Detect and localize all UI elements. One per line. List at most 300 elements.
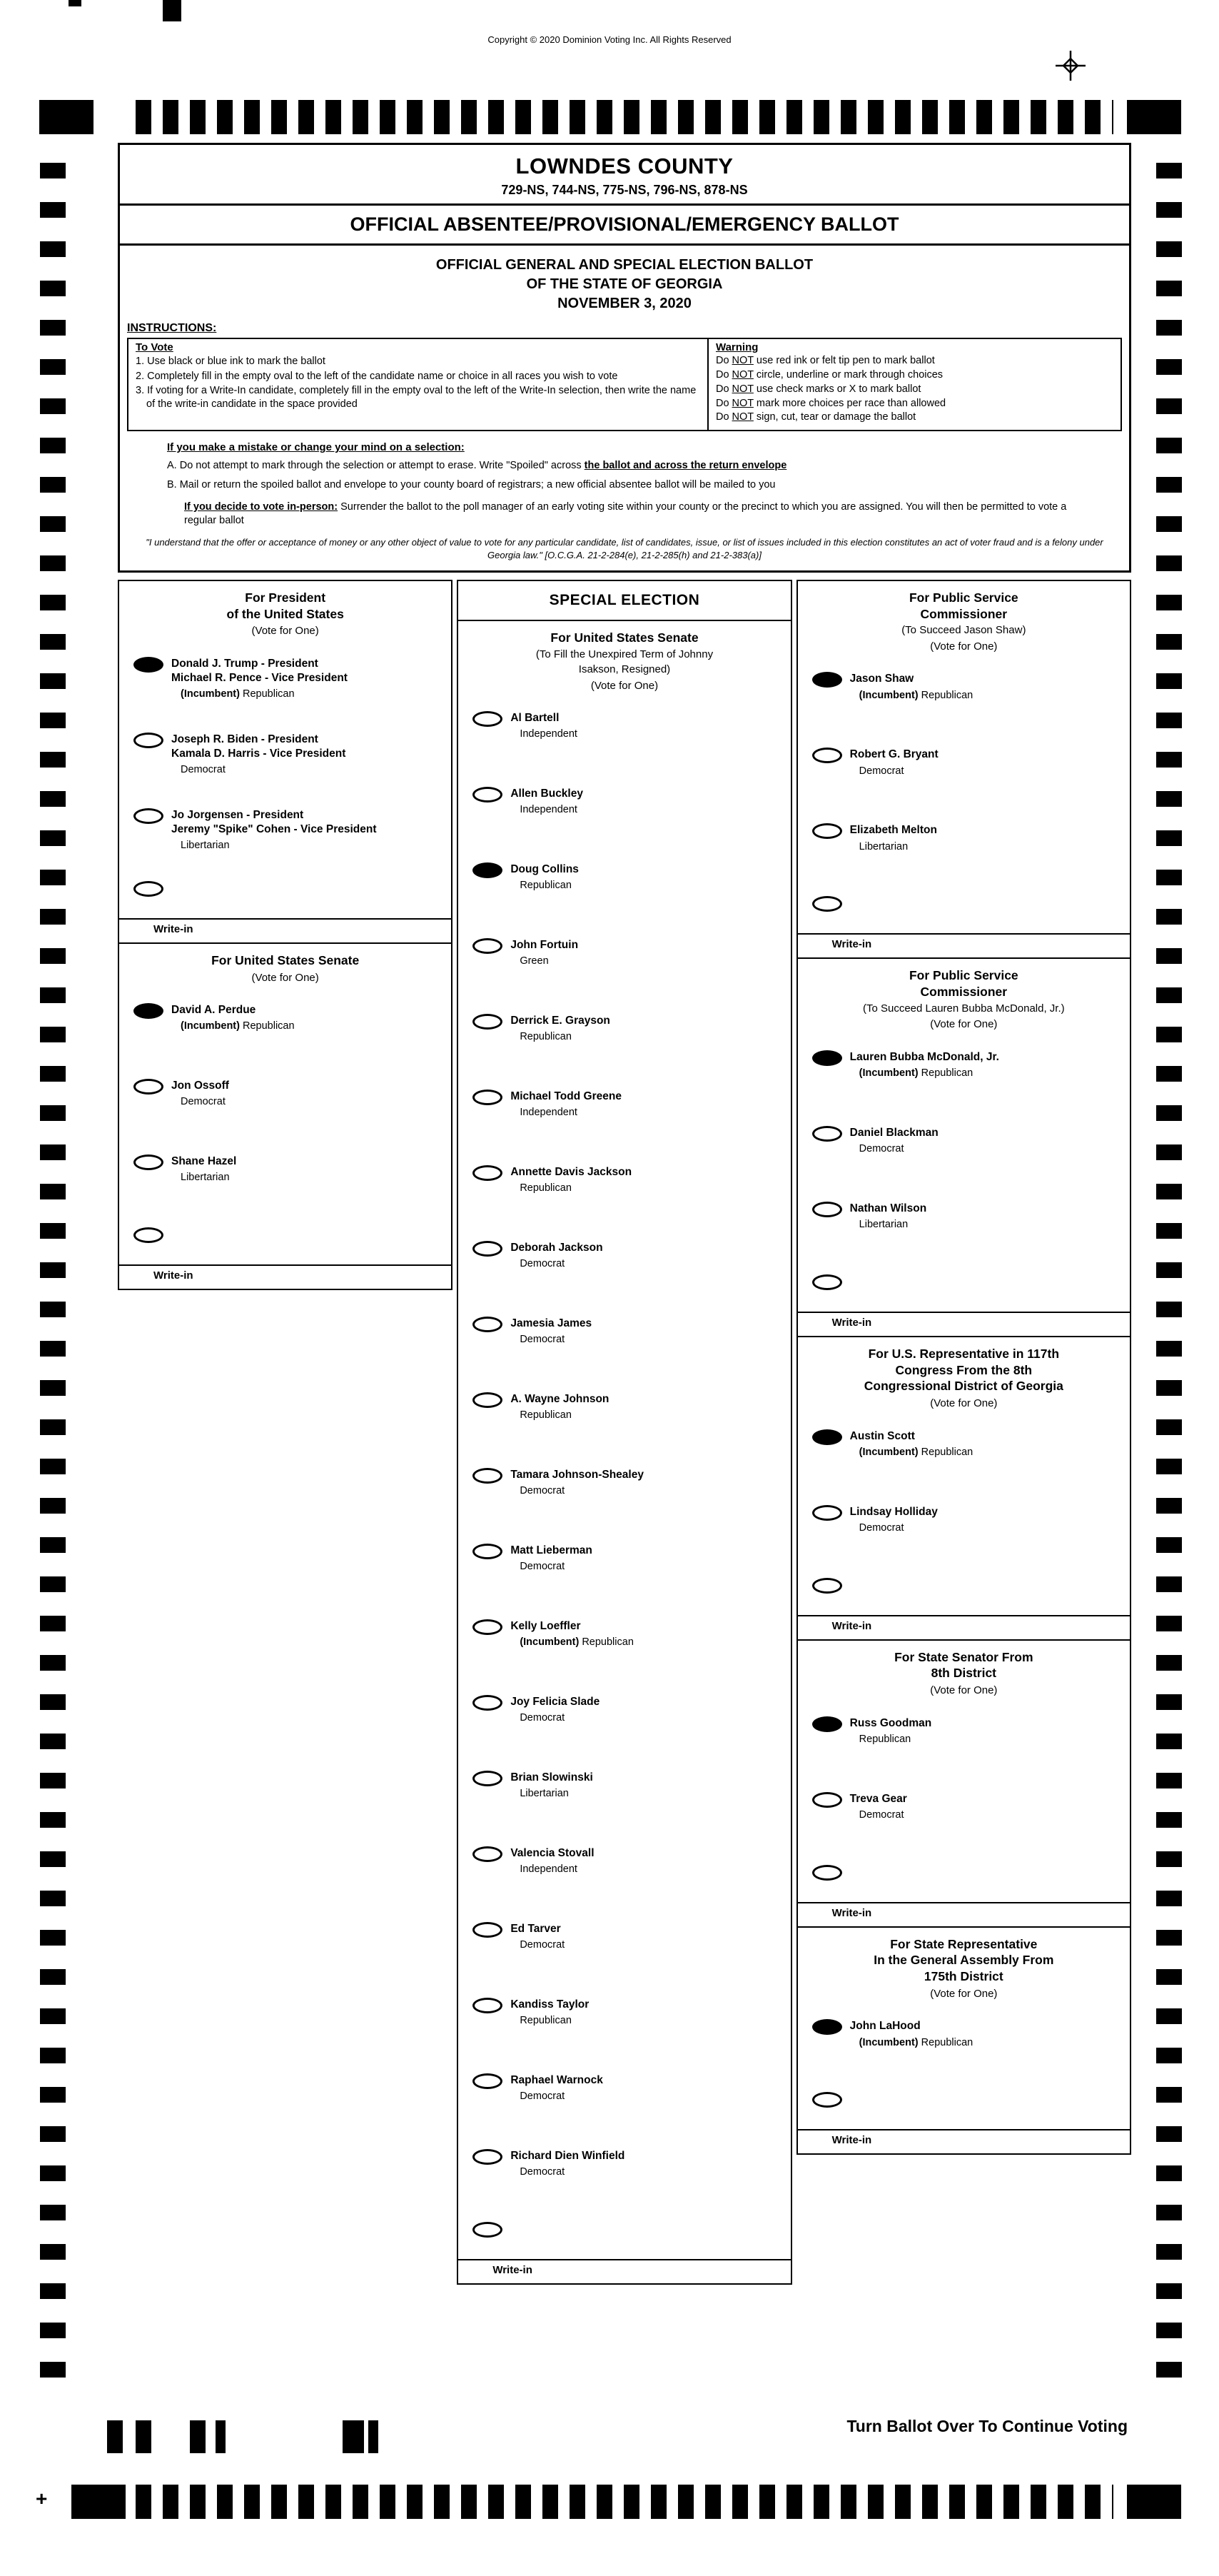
contest-header (119, 944, 451, 990)
candidate-row (119, 990, 451, 1066)
ballot-oval[interactable] (472, 1771, 502, 1786)
ballot-content (118, 143, 1131, 2285)
candidate-info (171, 657, 348, 700)
candidate-party: Democrat (520, 2166, 565, 2178)
contest-title: of the United States (226, 606, 344, 621)
warning-list (716, 354, 1113, 424)
candidate-info (850, 1505, 938, 1534)
contest-header (798, 1337, 1130, 1417)
candidate-row (798, 1492, 1130, 1568)
barcode-bar (368, 2420, 378, 2453)
vote-for-instruction: (Vote for One) (251, 625, 319, 638)
write-in-row (798, 886, 1130, 933)
not-emphasis: NOT (732, 411, 754, 423)
candidate-party: Independent (520, 728, 577, 740)
candidate-name: Jon Ossoff (171, 1080, 229, 1092)
timing-block-bottom-right (1127, 2485, 1181, 2519)
contest (119, 581, 451, 944)
ballot-oval-filled[interactable] (812, 2019, 842, 2035)
candidate-info (510, 1014, 610, 1042)
candidate-info (510, 1998, 589, 2026)
to-vote-item: 3. If voting for a Write-In candidate, completely fill in the empty oval to the left of the Write-In selection, then write the name of the write-in candidate in the space provided (136, 385, 697, 410)
candidate-name: Donald J. Trump - President (171, 657, 318, 670)
candidate-row (458, 1379, 790, 1455)
ballot-oval[interactable] (472, 1090, 502, 1105)
candidate-info (850, 2019, 973, 2048)
write-in-label: Write-in (831, 1316, 872, 1329)
candidate-party: Republican (520, 1409, 572, 1422)
candidate-row (798, 659, 1130, 735)
write-in-row (798, 1568, 1130, 1615)
candidate-party: Independent (520, 804, 577, 816)
candidate-info (850, 1050, 999, 1079)
candidate-row (458, 2136, 790, 2212)
candidate-name: Richard Dien Winfield (510, 2150, 625, 2163)
candidate-name: Doug Collins (510, 863, 579, 876)
candidate-row (458, 1304, 790, 1379)
candidate-name: Daniel Blackman (849, 1126, 939, 1139)
candidate-name: Russ Goodman (849, 1716, 932, 1729)
contest-title: For United States Senate (211, 952, 360, 967)
candidate-name: Robert G. Bryant (849, 748, 939, 761)
ballot-oval[interactable] (472, 711, 502, 727)
candidate-info (850, 1716, 932, 1745)
candidate-party: (Incumbent) Republican (181, 1020, 295, 1032)
write-in-oval[interactable] (812, 1865, 842, 1881)
candidate-name: Kamala D. Harris - Vice President (171, 748, 346, 760)
candidate-info (171, 1079, 229, 1107)
candidate-party: (Incumbent) Republican (520, 1636, 634, 1649)
candidate-row (798, 1113, 1130, 1189)
timing-marks-left (40, 163, 66, 2385)
mistake-item-a-emphasis: the ballot and across the return envelope (584, 460, 787, 472)
vote-for-instruction: (Vote for One) (930, 640, 998, 653)
contest-title: Commissioner (920, 985, 1008, 1000)
timing-block-top-right (1127, 100, 1181, 134)
candidate-name: Lauren Bubba McDonald, Jr. (849, 1050, 999, 1063)
candidate-info (510, 1771, 592, 1799)
not-emphasis: NOT (732, 397, 754, 409)
write-in-label: Write-in (153, 1269, 193, 1282)
not-emphasis: NOT (732, 355, 754, 366)
candidate-info (510, 2149, 624, 2178)
candidate-row (458, 850, 790, 925)
candidate-row (458, 1833, 790, 1909)
barcode-bar (107, 2420, 123, 2453)
incumbent-label: (Incumbent) (859, 689, 921, 701)
contest (458, 621, 790, 2283)
candidate-info (850, 1126, 939, 1154)
ballot-oval[interactable] (472, 1165, 502, 1181)
vote-in-person-note (167, 500, 1079, 528)
candidate-row (458, 1228, 790, 1304)
candidate-party: Democrat (520, 2091, 565, 2103)
ballot-oval[interactable] (472, 1544, 502, 1559)
ballot-oval[interactable] (812, 1202, 842, 1217)
candidate-info (510, 1241, 602, 1269)
vote-for-instruction: (Vote for One) (590, 679, 659, 692)
candidate-name: Joseph R. Biden - President (171, 733, 318, 745)
candidate-name: Michael R. Pence - Vice President (171, 672, 348, 685)
contest-title: Congress From the 8th (895, 1362, 1033, 1377)
candidate-row (458, 1001, 790, 1077)
ballot-oval[interactable] (133, 808, 163, 824)
candidate-info (510, 938, 578, 967)
contest (798, 581, 1130, 960)
contest-subtitle: (To Fill the Unexpired Term of Johnny (535, 648, 714, 660)
ballot-id-marks (107, 2420, 378, 2453)
candidate-row (458, 2061, 790, 2136)
registration-crosshair-icon (1055, 50, 1086, 81)
candidate-name: Joy Felicia Slade (510, 1696, 600, 1709)
barcode-bar (136, 2420, 151, 2453)
warning-box (709, 339, 1121, 430)
contest-title: For U.S. Representative in 117th (868, 1346, 1060, 1361)
candidate-name: Lindsay Holliday (849, 1505, 938, 1518)
incumbent-label: (Incumbent) (520, 1636, 582, 1649)
candidate-name: A. Wayne Johnson (510, 1393, 610, 1406)
candidate-party: Republican (859, 1733, 911, 1745)
candidate-info (850, 1429, 973, 1458)
ballot-oval-filled[interactable] (133, 1003, 163, 1019)
barcode-bar (190, 2420, 206, 2453)
ballot-oval-filled[interactable] (812, 1429, 842, 1445)
candidate-name: Ed Tarver (510, 1923, 561, 1936)
timing-block-top-left (39, 100, 93, 134)
candidate-party: Democrat (859, 1808, 904, 1821)
candidate-row (458, 1152, 790, 1228)
candidate-row (458, 1758, 790, 1833)
ballot-oval-filled[interactable] (472, 862, 502, 878)
candidate-row (798, 2006, 1130, 2082)
candidate-name: Raphael Warnock (510, 2074, 603, 2087)
ballot-oval[interactable] (812, 748, 842, 763)
candidate-info (171, 733, 345, 775)
copyright-notice: Copyright © 2020 Dominion Voting Inc. All Rights Reserved (487, 34, 732, 45)
candidate-name: John Fortuin (510, 939, 579, 952)
candidate-party: Independent (520, 1863, 577, 1876)
ballot-oval[interactable] (472, 1317, 502, 1332)
candidate-party: Democrat (520, 1485, 565, 1497)
ballot-oval[interactable] (812, 823, 842, 839)
candidate-party: Libertarian (859, 840, 909, 852)
ballot-oval[interactable] (812, 1792, 842, 1808)
warning-item: Do NOT mark more choices per race than allowed (715, 397, 946, 409)
ballot-oval[interactable] (472, 1392, 502, 1408)
ballot-oval[interactable] (472, 2073, 502, 2089)
ballot-oval-filled[interactable] (812, 672, 842, 688)
incumbent-label: (Incumbent) (859, 1067, 921, 1080)
candidate-party: (Incumbent) Republican (859, 2036, 973, 2048)
candidate-info (850, 1792, 907, 1821)
candidate-name: Kandiss Taylor (510, 1998, 590, 2011)
candidate-info (510, 1090, 622, 1118)
candidate-row (458, 1077, 790, 1152)
vote-for-instruction: (Vote for One) (930, 1018, 998, 1031)
ballot-oval[interactable] (472, 938, 502, 954)
ballot-oval[interactable] (812, 1126, 842, 1142)
not-emphasis: NOT (732, 383, 754, 395)
print-registration-mark (69, 0, 81, 6)
candidate-row (458, 1455, 790, 1531)
candidate-row (798, 735, 1130, 810)
special-election-header: SPECIAL ELECTION (458, 581, 790, 621)
contest-title: In the General Assembly From (874, 1953, 1054, 1968)
contest-title: For State Representative (890, 1936, 1038, 1951)
candidate-row (119, 1142, 451, 1217)
contest-subtitle: (To Succeed Lauren Bubba McDonald, Jr.) (862, 1002, 1065, 1015)
candidate-party: Libertarian (859, 1219, 909, 1231)
vote-for-instruction: (Vote for One) (930, 1987, 998, 2000)
candidate-party: Libertarian (181, 1172, 230, 1184)
candidate-party: Democrat (520, 1561, 565, 1573)
candidate-name: David A. Perdue (171, 1004, 256, 1017)
contest-title: For State Senator From (894, 1649, 1033, 1664)
ballot-oval-filled[interactable] (812, 1050, 842, 1066)
candidate-party: Democrat (859, 765, 904, 777)
to-vote-item: 2. Completely fill in the empty oval to the left of the candidate name or choice in all races you wish to vote (136, 370, 618, 382)
county-header (120, 145, 1129, 206)
contest-title: 8th District (931, 1666, 997, 1681)
candidate-name: Shane Hazel (171, 1155, 237, 1168)
to-vote-box (128, 339, 709, 430)
candidate-party: Republican (520, 880, 572, 892)
candidate-party: Democrat (520, 1258, 565, 1270)
candidate-name: Austin Scott (849, 1429, 915, 1442)
contest-title: For Public Service (909, 968, 1018, 983)
candidate-info (850, 748, 939, 776)
candidate-name: Kelly Loeffler (510, 1620, 581, 1633)
ballot-oval[interactable] (472, 1695, 502, 1711)
vote-for-instruction: (Vote for One) (930, 1684, 998, 1697)
ballot-oval[interactable] (472, 1998, 502, 2013)
candidate-name: Brian Slowinski (510, 1771, 593, 1784)
candidate-name: Elizabeth Melton (849, 824, 937, 837)
candidate-info (171, 808, 377, 851)
candidate-party: Democrat (181, 764, 226, 776)
ballot-oval[interactable] (472, 2149, 502, 2165)
ballot-oval[interactable] (133, 1079, 163, 1095)
contest-header (119, 581, 451, 644)
candidate-party: Republican (520, 1031, 572, 1043)
candidate-row (798, 1037, 1130, 1113)
precinct-list: 729-NS, 744-NS, 775-NS, 796-NS, 878-NS (501, 183, 748, 197)
ballot-oval[interactable] (812, 1505, 842, 1521)
candidate-info (510, 862, 579, 891)
candidate-name: Al Bartell (510, 712, 560, 725)
candidate-info (171, 1154, 236, 1183)
warning-item: Do NOT circle, underline or mark through choices (715, 368, 944, 381)
candidate-info (510, 1317, 592, 1345)
candidate-party: Democrat (859, 1521, 904, 1534)
instructions-boxes (127, 338, 1122, 431)
candidate-party: (Incumbent) Republican (859, 689, 973, 701)
election-date: NOVEMBER 3, 2020 (557, 296, 692, 311)
candidate-party: Green (520, 955, 549, 967)
candidate-row (458, 698, 790, 774)
ballot-oval-filled[interactable] (812, 1716, 842, 1732)
vote-for-instruction: (Vote for One) (930, 1397, 998, 1410)
write-in-oval[interactable] (812, 1274, 842, 1290)
mistake-instructions (120, 434, 1129, 527)
ballot-column-1 (118, 580, 452, 1290)
write-in-row (798, 1264, 1130, 1312)
in-person-text: Surrender the ballot to the poll manager of an early voting site within your county or the precinct to which you are assigned. You will then be permitted to vote a regular ballot (184, 500, 1067, 526)
candidate-name: Tamara Johnson-Shealey (510, 1469, 644, 1481)
candidate-party: (Incumbent) Republican (859, 1067, 973, 1080)
candidate-name: Allen Buckley (510, 788, 583, 800)
candidate-party: Democrat (520, 1334, 565, 1346)
contest-title: 175th District (924, 1969, 1003, 1984)
candidate-info (510, 1695, 600, 1724)
ballot-oval[interactable] (472, 1846, 502, 1862)
contest-header (458, 621, 790, 698)
write-in-row (798, 1855, 1130, 1902)
ballot-oval[interactable] (472, 1014, 502, 1030)
candidate-name: Deborah Jackson (510, 1242, 603, 1254)
mistake-item-b: B. Mail or return the spoiled ballot and envelope to your county board of registrars; a new official absentee ballot will be mailed to you (167, 479, 776, 491)
candidate-party: Republican (520, 1182, 572, 1194)
instructions-label: INSTRUCTIONS: (127, 322, 217, 334)
election-title-line2: OF THE STATE OF GEORGIA (526, 276, 723, 292)
candidate-party: (Incumbent) Republican (181, 688, 295, 700)
contest-header (798, 1928, 1130, 2007)
print-registration-mark (163, 0, 181, 21)
timing-block-bottom-left (71, 2485, 126, 2519)
mistake-heading: If you make a mistake or change your mind on a selection: (167, 441, 465, 454)
ballot-oval[interactable] (472, 787, 502, 803)
candidate-row (798, 1189, 1130, 1264)
ballot-oval[interactable] (472, 1241, 502, 1257)
candidate-party: Republican (520, 2015, 572, 2027)
write-in-oval[interactable] (133, 1227, 163, 1243)
ballot-header-box (118, 143, 1131, 573)
to-vote-title: To Vote (136, 341, 173, 353)
ballot-oval-filled[interactable] (133, 657, 163, 673)
write-in-oval[interactable] (472, 2222, 502, 2238)
incumbent-label: (Incumbent) (181, 688, 243, 700)
incumbent-label: (Incumbent) (181, 1020, 243, 1032)
contest-title: Congressional District of Georgia (864, 1379, 1063, 1394)
write-in-row (798, 2082, 1130, 2129)
write-in-row (458, 2212, 790, 2259)
candidate-party: Democrat (520, 1712, 565, 1724)
mistake-item-a-text: A. Do not attempt to mark through the selection or attempt to erase. Write "Spoiled" across (167, 460, 585, 472)
ballot-oval[interactable] (133, 1154, 163, 1170)
contest-header (798, 581, 1130, 660)
contest-title: Commissioner (920, 606, 1008, 621)
ballot-oval[interactable] (472, 1922, 502, 1938)
write-in-label: Write-in (831, 1906, 872, 1919)
candidate-name: Matt Lieberman (510, 1544, 592, 1557)
contest-subtitle: (To Succeed Jason Shaw) (901, 624, 1026, 637)
contest-title: For United States Senate (550, 630, 699, 645)
candidate-row (119, 1066, 451, 1142)
candidate-party: Democrat (181, 1096, 226, 1108)
candidate-row (119, 644, 451, 720)
timing-marks-top (136, 100, 1113, 134)
ballot-oval[interactable] (472, 1468, 502, 1484)
candidate-party: Independent (520, 1107, 577, 1119)
candidate-name: Valencia Stovall (510, 1847, 595, 1860)
contest-header (798, 959, 1130, 1037)
candidate-info (510, 1468, 644, 1496)
candidate-party: Libertarian (520, 1788, 569, 1800)
candidate-name: Annette Davis Jackson (510, 1166, 632, 1179)
contest (798, 959, 1130, 1337)
write-in-row (119, 1217, 451, 1264)
candidate-row (458, 1606, 790, 1682)
candidate-name: Jamesia James (510, 1317, 592, 1330)
timing-marks-right (1156, 163, 1182, 2385)
candidate-info (510, 1846, 594, 1875)
contest (798, 1928, 1130, 2154)
warning-item: Do NOT use red ink or felt tip pen to mark ballot (715, 355, 935, 366)
candidate-party: Democrat (520, 1939, 565, 1951)
ballot-oval[interactable] (472, 1619, 502, 1635)
candidate-name: John LaHood (849, 2020, 921, 2033)
write-in-oval[interactable] (133, 881, 163, 897)
candidate-row (458, 1909, 790, 1985)
barcode-bar (343, 2420, 364, 2453)
incumbent-label: (Incumbent) (859, 1446, 921, 1458)
write-in-label: Write-in (153, 922, 193, 935)
candidate-party: Democrat (859, 1143, 904, 1155)
candidate-row (458, 1985, 790, 2061)
candidate-info (510, 1922, 565, 1951)
candidate-info (510, 787, 583, 815)
candidate-info (510, 711, 577, 740)
candidate-info (850, 672, 973, 700)
warning-item: Do NOT use check marks or X to mark ballot (715, 383, 921, 395)
write-in-oval[interactable] (812, 1578, 842, 1594)
write-in-oval[interactable] (812, 2092, 842, 2108)
candidate-name: Michael Todd Greene (510, 1090, 622, 1103)
vote-for-instruction: (Vote for One) (251, 971, 319, 984)
barcode-bar (216, 2420, 226, 2453)
candidate-name: Jason Shaw (849, 673, 914, 685)
contest-header (798, 1641, 1130, 1704)
timing-marks-bottom (136, 2485, 1113, 2519)
ballot-oval[interactable] (133, 733, 163, 748)
candidate-info (510, 1392, 609, 1421)
ballot-column-3 (796, 580, 1131, 2155)
candidate-name: Nathan Wilson (849, 1202, 927, 1214)
election-title-line1: OFFICIAL GENERAL AND SPECIAL ELECTION BALLOT (435, 257, 814, 273)
contest (798, 1641, 1130, 1928)
candidate-party: Libertarian (181, 840, 230, 852)
candidate-row (798, 1779, 1130, 1855)
candidate-row (458, 1531, 790, 1606)
ballot-column-2 (457, 580, 791, 2285)
candidate-row (458, 1682, 790, 1758)
candidate-row (798, 1704, 1130, 1779)
county-name: LOWNDES COUNTY (515, 154, 734, 178)
candidate-row (119, 720, 451, 795)
write-in-label: Write-in (492, 2264, 532, 2277)
contest-title: For Public Service (909, 590, 1018, 605)
write-in-row (119, 871, 451, 918)
candidate-info (850, 823, 937, 852)
candidate-info (510, 2073, 603, 2102)
candidate-name: Jo Jorgensen - President (171, 808, 304, 821)
candidate-info (510, 1619, 634, 1648)
write-in-oval[interactable] (812, 896, 842, 912)
write-in-label: Write-in (831, 1619, 872, 1632)
candidate-info (171, 1003, 295, 1032)
candidate-row (798, 1417, 1130, 1492)
not-emphasis: NOT (732, 368, 754, 381)
